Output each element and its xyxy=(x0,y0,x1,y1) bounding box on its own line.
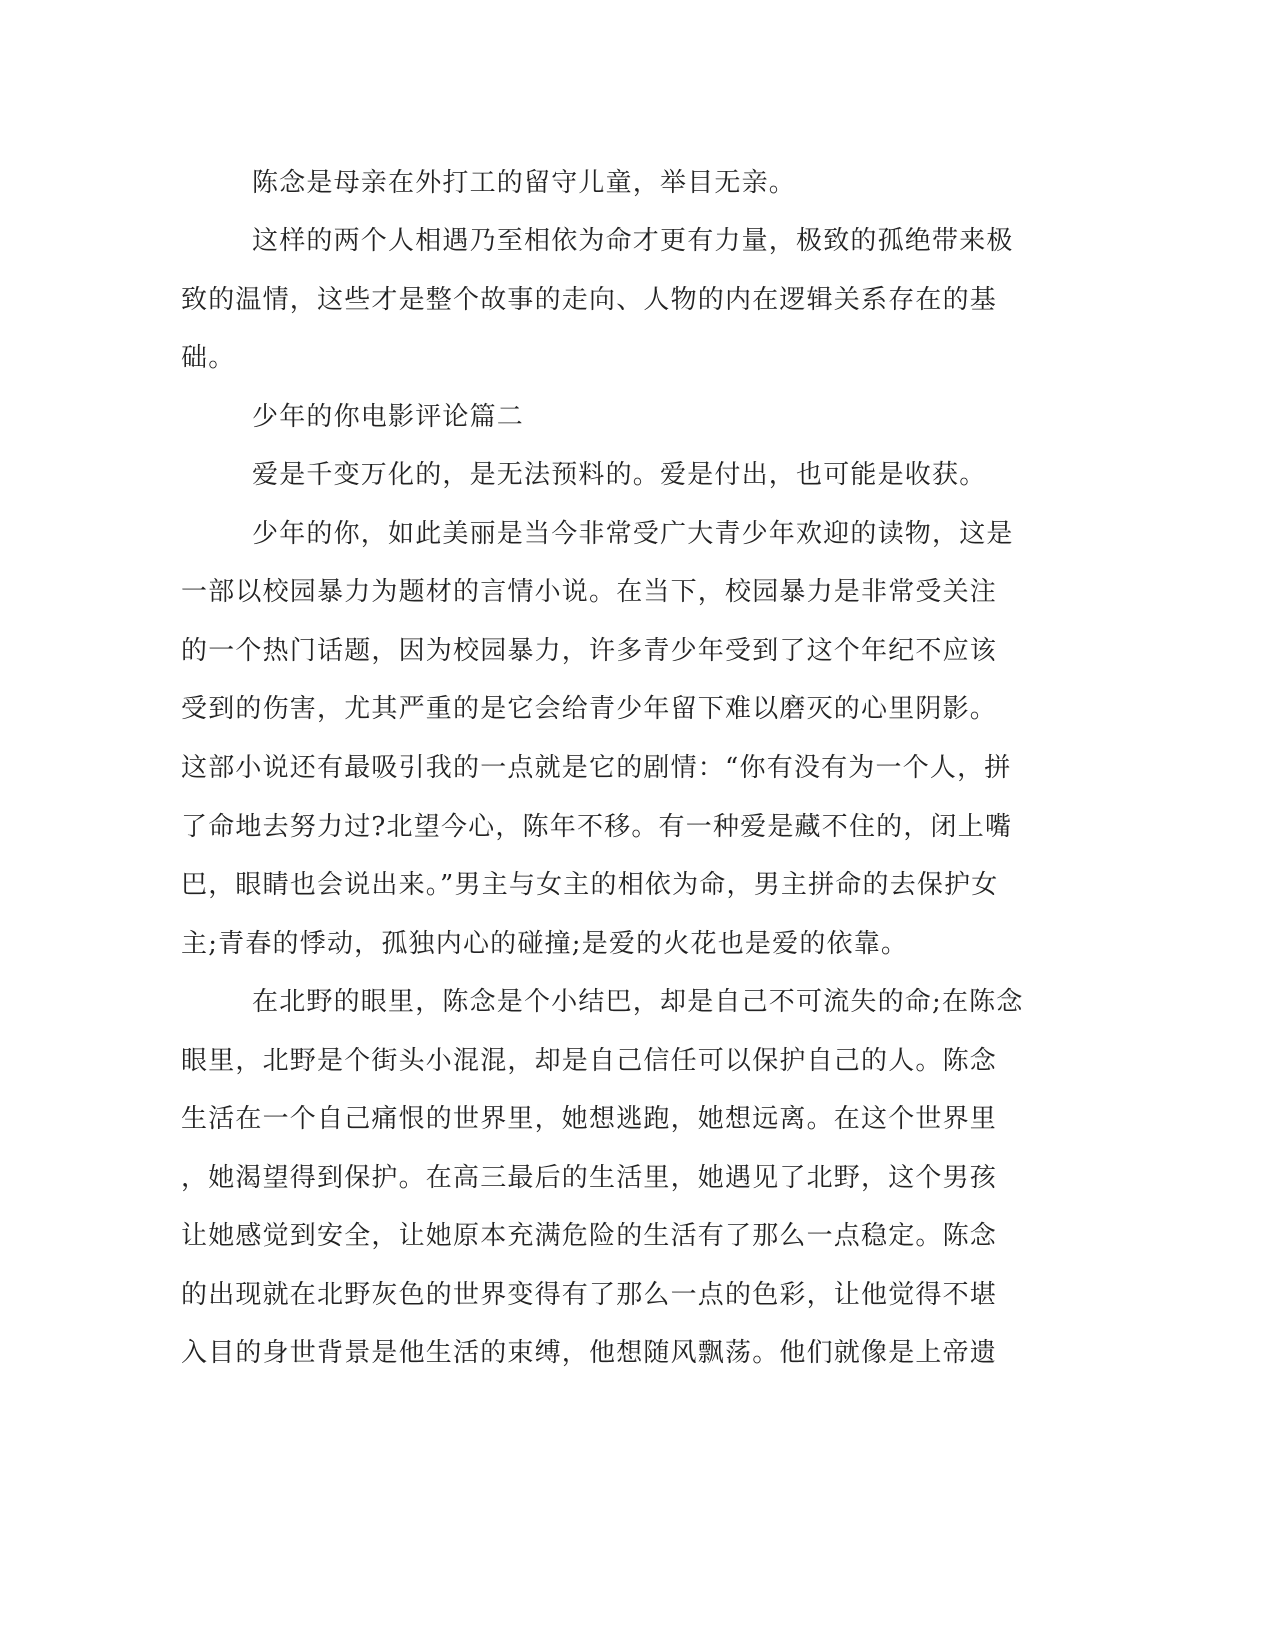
text-line: 这部小说还有最吸引我的一点就是它的剧情：“你有没有为一个人，拼 xyxy=(181,753,1012,783)
text-line: 的出现就在北野灰色的世界变得有了那么一点的色彩，让他觉得不堪 xyxy=(181,1280,998,1310)
text-line: 眼里，北野是个街头小混混，却是自己信任可以保护自己的人。陈念 xyxy=(181,1046,998,1076)
text-line: 一部以校园暴力为题材的言情小说。在当下，校园暴力是非常受关注 xyxy=(181,577,998,607)
text-line: 陈念是母亲在外打工的留守儿童，举目无亲。 xyxy=(252,168,797,198)
text-line: 少年的你，如此美丽是当今非常受广大青少年欢迎的读物，这是 xyxy=(252,519,1014,549)
text-line: 在北野的眼里，陈念是个小结巴，却是自己不可流失的命;在陈念 xyxy=(252,987,1024,1017)
text-line: 生活在一个自己痛恨的世界里，她想逃跑，她想远离。在这个世界里 xyxy=(181,1104,998,1134)
text-line: 础。 xyxy=(181,343,236,373)
text-line: 受到的伤害，尤其严重的是它会给青少年留下难以磨灭的心里阴影。 xyxy=(181,694,998,724)
text-line: 的一个热门话题，因为校园暴力，许多青少年受到了这个年纪不应该 xyxy=(181,636,998,666)
text-line: 巴，眼睛也会说出来。”男主与女主的相依为命，男主拼命的去保护女 xyxy=(181,870,999,900)
section-heading: 少年的你电影评论篇二 xyxy=(252,402,525,432)
text-line: 让她感觉到安全，让她原本充满危险的生活有了那么一点稳定。陈念 xyxy=(181,1221,998,1251)
text-line: 入目的身世背景是他生活的束缚，他想随风飘荡。他们就像是上帝遗 xyxy=(181,1338,998,1368)
text-line: 爱是千变万化的，是无法预料的。爱是付出，也可能是收获。 xyxy=(252,460,987,490)
text-line: 这样的两个人相遇乃至相依为命才更有力量，极致的孤绝带来极 xyxy=(252,226,1014,256)
text-line: 致的温情，这些才是整个故事的走向、人物的内在逻辑关系存在的基 xyxy=(181,285,998,315)
text-line: 主;青春的悸动，孤独内心的碰撞;是爱的火花也是爱的依靠。 xyxy=(181,929,909,959)
text-line: ，她渴望得到保护。在高三最后的生活里，她遇见了北野，这个男孩 xyxy=(181,1163,998,1193)
text-line: 了命地去努力过?北望今心，陈年不移。有一种爱是藏不住的，闭上嘴 xyxy=(181,812,1013,842)
